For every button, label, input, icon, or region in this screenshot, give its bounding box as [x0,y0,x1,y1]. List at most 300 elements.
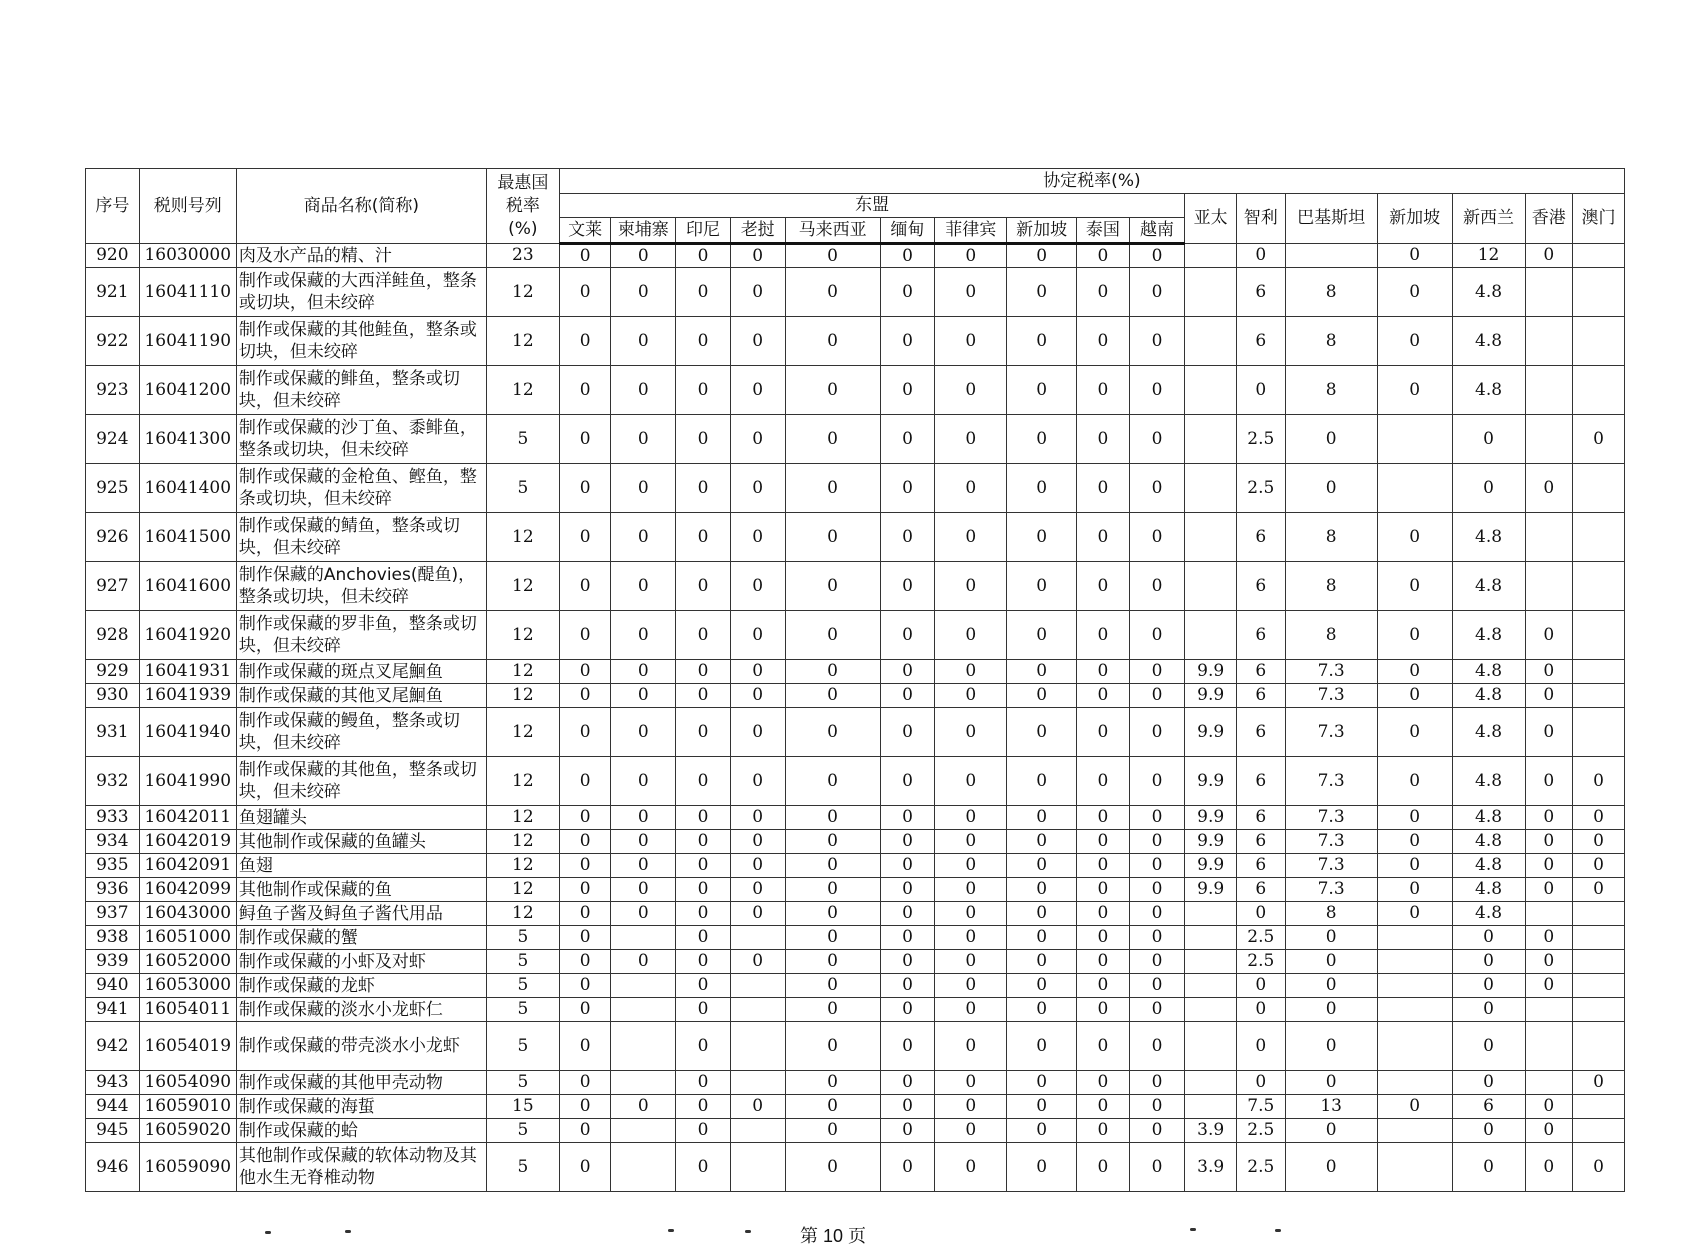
cell-name: 制作或保藏的带壳淡水小龙虾 [236,1022,486,1071]
cell-seq: 938 [86,926,140,950]
cell-rate: 0 [611,902,676,926]
cell-rate: 0 [1377,317,1452,366]
cell-rate: 0 [676,464,731,513]
cell-rate: 0 [676,998,731,1022]
cell-rate: 0 [1129,366,1185,415]
cell-code: 16041200 [139,366,236,415]
cell-seq: 923 [86,366,140,415]
cell-mfn: 5 [486,926,559,950]
cell-rate: 0 [880,611,935,660]
cell-rate: 0 [1377,562,1452,611]
table-row [86,974,1625,998]
cell-seq: 933 [86,806,140,830]
cell-rate: 0 [1129,757,1185,806]
cell-rate: 0 [935,415,1007,464]
page-footer: 第 10 页 [800,1226,867,1246]
cell-rate: 0 [785,854,880,878]
cell-rate: 0 [1129,878,1185,902]
cell-rate: 0 [559,684,611,708]
cell-rate: 0 [1377,1095,1452,1119]
cell-rate: 4.8 [1452,366,1525,415]
cell-code: 16052000 [139,950,236,974]
cell-rate: 0 [785,708,880,757]
cell-rate: 0 [1525,950,1573,974]
cell-rate: 0 [935,366,1007,415]
cell-rate: 0 [1129,1095,1185,1119]
cell-seq: 943 [86,1071,140,1095]
cell-seq: 928 [86,611,140,660]
header-apta: 亚太 [1185,194,1237,244]
cell-rate: 0 [935,708,1007,757]
cell-rate [1185,902,1237,926]
cell-rate: 0 [1077,1022,1130,1071]
cell-mfn: 12 [486,708,559,757]
cell-rate: 0 [1077,974,1130,998]
table-row [86,1071,1625,1095]
cell-name: 制作或保藏的沙丁鱼、黍鲱鱼，整条或切块，但未绞碎 [236,415,486,464]
cell-rate: 0 [559,902,611,926]
cell-rate: 0 [785,415,880,464]
cell-rate [730,1022,785,1071]
cell-rate: 0 [559,513,611,562]
cell-code: 16054019 [139,1022,236,1071]
cell-rate [1573,950,1625,974]
cell-rate [1573,902,1625,926]
cell-rate: 6 [1236,562,1285,611]
cell-rate: 0 [785,806,880,830]
cell-rate: 0 [1007,1119,1077,1143]
cell-rate: 0 [559,974,611,998]
cell-rate: 0 [1452,974,1525,998]
cell-rate: 0 [1077,926,1130,950]
cell-mfn: 12 [486,806,559,830]
cell-rate [1573,268,1625,317]
cell-rate: 0 [676,902,731,926]
table-row [86,268,1625,317]
cell-rate: 0 [559,366,611,415]
cell-rate: 8 [1285,317,1377,366]
cell-rate: 0 [611,611,676,660]
cell-rate: 0 [1077,366,1130,415]
cell-rate: 0 [1007,611,1077,660]
cell-name: 制作或保藏的其他叉尾鮰鱼 [236,684,486,708]
cell-code: 16042019 [139,830,236,854]
cell-mfn: 12 [486,317,559,366]
table-row [86,708,1625,757]
cell-rate: 0 [676,611,731,660]
cell-rate: 0 [785,998,880,1022]
cell-rate [1573,684,1625,708]
cell-name: 制作或保藏的其他甲壳动物 [236,1071,486,1095]
cell-rate: 0 [611,464,676,513]
cell-rate [1573,926,1625,950]
cell-rate: 7.3 [1285,878,1377,902]
header-hongkong: 香港 [1525,194,1573,244]
cell-rate: 0 [1007,926,1077,950]
cell-rate: 0 [676,974,731,998]
cell-code: 16059090 [139,1143,236,1192]
cell-rate: 0 [785,950,880,974]
cell-rate: 0 [1129,513,1185,562]
cell-rate: 8 [1285,902,1377,926]
cell-rate: 0 [559,1071,611,1095]
cell-rate: 0 [559,708,611,757]
header-newzealand: 新西兰 [1452,194,1525,244]
cell-rate: 0 [1525,878,1573,902]
cell-rate: 0 [1285,926,1377,950]
cell-rate [1185,974,1237,998]
cell-rate: 0 [880,1119,935,1143]
cell-rate: 0 [1525,660,1573,684]
cell-code: 16053000 [139,974,236,998]
cell-rate: 0 [1285,1071,1377,1095]
cell-rate: 0 [1573,806,1625,830]
cell-rate: 0 [676,562,731,611]
cell-rate [1377,1022,1452,1071]
cell-mfn: 12 [486,611,559,660]
cell-rate: 0 [559,244,611,268]
cell-code: 16041920 [139,611,236,660]
cell-rate: 0 [559,806,611,830]
cell-rate: 0 [1236,366,1285,415]
cell-rate: 0 [880,366,935,415]
cell-rate [730,998,785,1022]
cell-rate: 9.9 [1185,684,1237,708]
header-singapore-asean: 新加坡 [1007,218,1077,244]
cell-rate: 0 [1077,317,1130,366]
header-thailand: 泰国 [1077,218,1130,244]
cell-rate: 3.9 [1185,1143,1237,1192]
cell-code: 16042091 [139,854,236,878]
cell-rate: 0 [1525,806,1573,830]
cell-rate: 0 [1525,830,1573,854]
header-vietnam: 越南 [1129,218,1185,244]
cell-rate: 2.5 [1236,950,1285,974]
scan-speck [1190,1228,1196,1231]
cell-rate: 0 [1129,562,1185,611]
cell-rate: 0 [1129,464,1185,513]
cell-rate: 0 [785,268,880,317]
cell-rate: 0 [1007,562,1077,611]
header-asean: 东盟 [559,194,1185,218]
cell-rate [611,998,676,1022]
cell-seq: 945 [86,1119,140,1143]
table-row [86,854,1625,878]
cell-rate: 0 [1452,464,1525,513]
cell-rate [1185,317,1237,366]
cell-rate: 0 [1377,660,1452,684]
cell-code: 16030000 [139,244,236,268]
cell-rate [1377,1071,1452,1095]
cell-rate: 0 [1007,268,1077,317]
cell-rate: 0 [935,562,1007,611]
cell-rate: 9.9 [1185,757,1237,806]
cell-rate: 0 [880,902,935,926]
cell-rate: 0 [1525,611,1573,660]
cell-rate: 0 [1525,464,1573,513]
cell-rate: 2.5 [1236,1143,1285,1192]
header-singapore: 新加坡 [1377,194,1452,244]
cell-rate: 0 [1007,660,1077,684]
cell-rate: 0 [676,1143,731,1192]
cell-rate: 0 [1285,1143,1377,1192]
cell-rate: 0 [1129,806,1185,830]
cell-code: 16043000 [139,902,236,926]
cell-rate: 0 [785,244,880,268]
cell-rate: 4.8 [1452,513,1525,562]
cell-rate: 0 [1377,244,1452,268]
cell-mfn: 12 [486,757,559,806]
cell-rate: 0 [785,660,880,684]
cell-rate: 0 [1077,562,1130,611]
table-row [86,998,1625,1022]
cell-rate [1573,1119,1625,1143]
cell-rate: 0 [1129,268,1185,317]
cell-rate: 4.8 [1452,268,1525,317]
cell-rate: 0 [1077,268,1130,317]
cell-rate: 0 [935,878,1007,902]
cell-rate: 0 [1129,1022,1185,1071]
cell-rate: 0 [1007,708,1077,757]
cell-rate: 9.9 [1185,660,1237,684]
cell-mfn: 5 [486,415,559,464]
table-row [86,684,1625,708]
cell-rate: 0 [785,366,880,415]
cell-rate [1573,1022,1625,1071]
cell-rate [1573,974,1625,998]
cell-rate: 0 [1525,974,1573,998]
cell-rate: 0 [1285,415,1377,464]
cell-rate: 0 [1236,1071,1285,1095]
cell-rate: 0 [611,757,676,806]
cell-rate: 0 [1525,926,1573,950]
cell-rate: 0 [1007,757,1077,806]
cell-rate: 0 [1077,757,1130,806]
table-row [86,464,1625,513]
cell-rate: 7.3 [1285,708,1377,757]
cell-rate: 9.9 [1185,806,1237,830]
cell-mfn: 12 [486,366,559,415]
cell-rate: 4.8 [1452,854,1525,878]
cell-code: 16041939 [139,684,236,708]
table-row [86,950,1625,974]
cell-rate: 7.3 [1285,684,1377,708]
header-indonesia: 印尼 [676,218,731,244]
cell-rate: 0 [1452,926,1525,950]
cell-code: 16042011 [139,806,236,830]
cell-rate [1185,562,1237,611]
cell-rate: 0 [935,1095,1007,1119]
cell-rate: 6 [1236,830,1285,854]
cell-rate: 0 [1129,611,1185,660]
cell-rate: 0 [880,660,935,684]
cell-rate [1573,366,1625,415]
cell-rate: 0 [676,684,731,708]
cell-rate: 0 [880,562,935,611]
cell-rate: 0 [1452,950,1525,974]
table-header [86,169,1625,244]
cell-name: 其他制作或保藏的软体动物及其他水生无脊椎动物 [236,1143,486,1192]
cell-rate: 0 [1077,1095,1130,1119]
cell-rate: 0 [1525,1095,1573,1119]
cell-rate: 0 [880,998,935,1022]
header-mfn: 最惠国 税率 (%) [486,169,559,244]
cell-rate: 0 [1452,998,1525,1022]
cell-rate: 0 [935,513,1007,562]
cell-rate: 6 [1236,757,1285,806]
table-row [86,1143,1625,1192]
cell-rate: 0 [730,611,785,660]
cell-rate: 0 [1129,950,1185,974]
cell-rate: 0 [1452,1071,1525,1095]
cell-rate: 0 [880,757,935,806]
cell-rate: 0 [880,415,935,464]
cell-name: 制作或保藏的鲱鱼，整条或切块，但未绞碎 [236,366,486,415]
cell-rate: 0 [676,1022,731,1071]
cell-rate: 0 [1007,244,1077,268]
cell-rate: 0 [1007,1143,1077,1192]
cell-rate: 4.8 [1452,830,1525,854]
cell-seq: 942 [86,1022,140,1071]
cell-seq: 946 [86,1143,140,1192]
header-chile: 智利 [1236,194,1285,244]
cell-rate: 0 [1377,830,1452,854]
cell-rate: 0 [730,464,785,513]
cell-rate: 0 [1236,902,1285,926]
cell-rate: 0 [559,268,611,317]
cell-rate [1185,244,1237,268]
cell-rate: 0 [730,878,785,902]
table-row [86,660,1625,684]
cell-rate: 0 [1573,415,1625,464]
cell-mfn: 12 [486,878,559,902]
cell-rate: 0 [1007,878,1077,902]
cell-rate: 0 [880,974,935,998]
cell-rate: 0 [1285,950,1377,974]
cell-rate [611,926,676,950]
cell-rate: 0 [676,415,731,464]
cell-name: 制作或保藏的龙虾 [236,974,486,998]
cell-name: 制作或保藏的罗非鱼，整条或切块，但未绞碎 [236,611,486,660]
cell-rate: 0 [1077,415,1130,464]
cell-rate: 0 [785,974,880,998]
cell-rate: 0 [730,366,785,415]
cell-rate: 0 [559,660,611,684]
cell-rate: 0 [880,830,935,854]
cell-mfn: 12 [486,268,559,317]
cell-rate: 0 [1452,1119,1525,1143]
table-row [86,1095,1625,1119]
cell-rate: 0 [1129,902,1185,926]
table-row [86,830,1625,854]
cell-rate: 0 [880,244,935,268]
cell-rate: 0 [1077,708,1130,757]
cell-rate: 0 [1525,244,1573,268]
header-cambodia: 柬埔寨 [611,218,676,244]
cell-rate: 0 [935,926,1007,950]
cell-rate [1377,1143,1452,1192]
cell-mfn: 5 [486,1071,559,1095]
cell-rate: 6 [1236,854,1285,878]
cell-rate [1573,464,1625,513]
cell-rate: 0 [1007,1071,1077,1095]
cell-rate: 0 [1573,757,1625,806]
cell-rate: 0 [1377,902,1452,926]
cell-rate: 0 [1129,684,1185,708]
cell-mfn: 5 [486,1143,559,1192]
cell-rate: 0 [785,611,880,660]
cell-mfn: 5 [486,1022,559,1071]
cell-rate: 2.5 [1236,415,1285,464]
cell-rate: 0 [785,562,880,611]
cell-rate: 13 [1285,1095,1377,1119]
cell-name: 肉及水产品的精、汁 [236,244,486,268]
cell-rate: 0 [1377,708,1452,757]
cell-rate: 0 [1007,464,1077,513]
cell-rate [611,1119,676,1143]
cell-rate: 0 [676,950,731,974]
tariff-sheet [85,168,1625,1192]
cell-rate [730,1143,785,1192]
cell-rate: 0 [611,562,676,611]
cell-rate: 0 [935,974,1007,998]
cell-rate: 0 [1007,366,1077,415]
cell-rate: 0 [1129,1071,1185,1095]
cell-rate: 0 [1077,950,1130,974]
scan-speck [345,1230,351,1233]
cell-seq: 931 [86,708,140,757]
cell-rate: 0 [1129,660,1185,684]
cell-rate: 0 [676,757,731,806]
header-brunei: 文莱 [559,218,611,244]
cell-rate: 0 [676,317,731,366]
scan-speck [668,1229,674,1232]
cell-rate: 0 [1452,1022,1525,1071]
cell-rate: 0 [1007,974,1077,998]
cell-name: 制作或保藏的斑点叉尾鮰鱼 [236,660,486,684]
cell-name: 鲟鱼子酱及鲟鱼子酱代用品 [236,902,486,926]
cell-rate: 0 [1377,854,1452,878]
cell-rate: 0 [611,950,676,974]
cell-rate: 6 [1452,1095,1525,1119]
cell-code: 16041400 [139,464,236,513]
cell-rate [730,1071,785,1095]
cell-code: 16041931 [139,660,236,684]
cell-rate: 0 [559,415,611,464]
cell-rate: 0 [676,854,731,878]
cell-rate: 0 [1077,244,1130,268]
cell-rate [1185,611,1237,660]
table-row [86,611,1625,660]
cell-rate: 0 [1129,415,1185,464]
table-row [86,415,1625,464]
header-agreement: 协定税率(%) [559,169,1624,194]
cell-seq: 921 [86,268,140,317]
cell-mfn: 12 [486,684,559,708]
cell-seq: 929 [86,660,140,684]
cell-rate: 0 [935,684,1007,708]
cell-rate: 7.5 [1236,1095,1285,1119]
cell-code: 16041600 [139,562,236,611]
cell-rate: 6 [1236,317,1285,366]
cell-rate: 0 [880,464,935,513]
cell-rate: 0 [785,926,880,950]
table-row [86,562,1625,611]
cell-rate: 0 [935,268,1007,317]
cell-rate: 0 [1129,708,1185,757]
cell-rate: 0 [1007,806,1077,830]
cell-rate: 6 [1236,513,1285,562]
